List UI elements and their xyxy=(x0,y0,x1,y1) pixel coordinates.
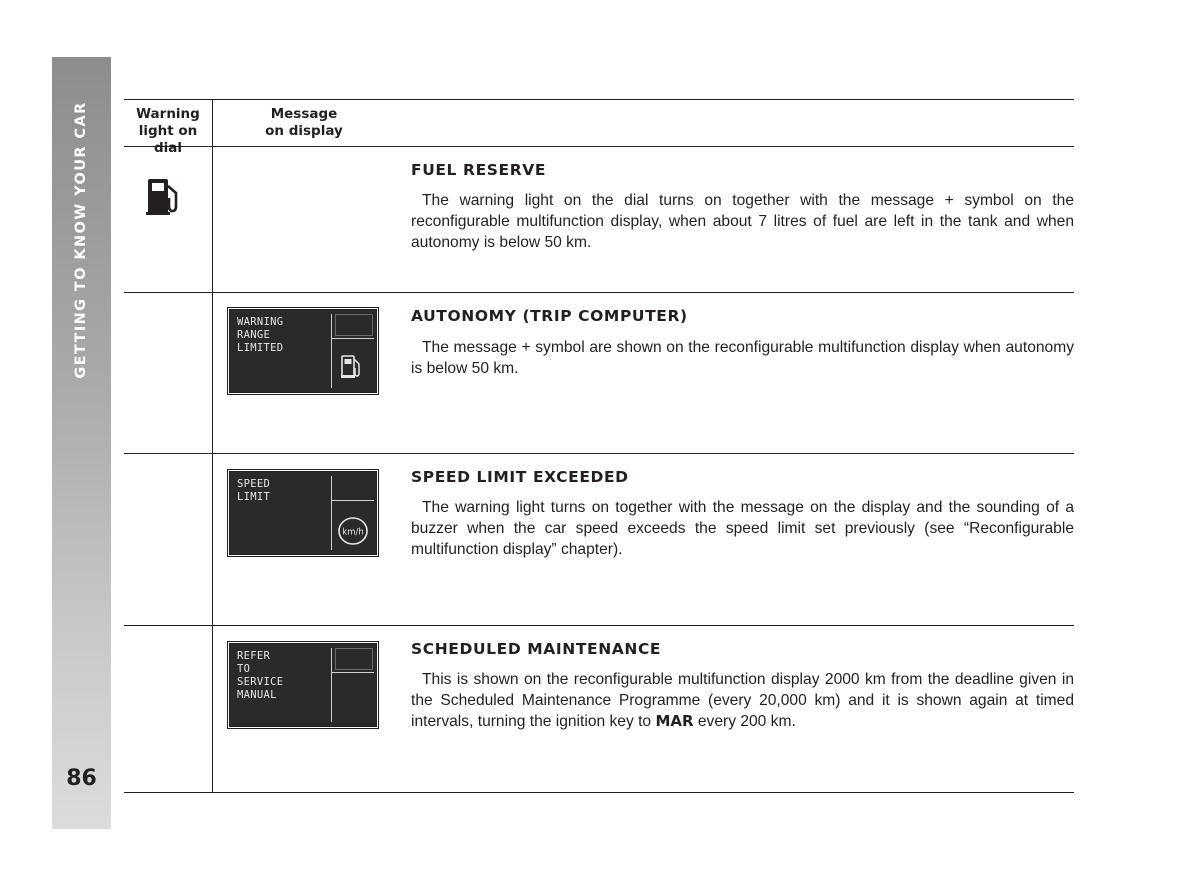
page-number: 86 xyxy=(66,766,97,791)
speed-unit-label: km/h xyxy=(342,527,364,538)
display-line: LIMITED xyxy=(237,342,284,354)
header-line: Warning xyxy=(136,106,200,122)
body-text: The message + symbol are shown on the reconfigurable multifunction display when autonomy is below 50 km. xyxy=(411,339,1074,377)
display-text xyxy=(237,316,283,355)
display-line: MANUAL xyxy=(237,689,277,701)
ignition-position: MAR xyxy=(655,712,694,730)
display-warning-range xyxy=(229,309,377,393)
display-line: SERVICE xyxy=(237,676,284,688)
display-service xyxy=(229,643,377,727)
row-divider xyxy=(124,292,1074,293)
display-divider xyxy=(331,672,374,673)
section-body-speed-limit xyxy=(411,497,1074,560)
row-divider xyxy=(124,625,1074,626)
table-top-rule xyxy=(124,99,1074,100)
header-message-display xyxy=(214,106,394,140)
section-title-maintenance: SCHEDULED MAINTENANCE xyxy=(411,640,662,658)
display-line: LIMIT xyxy=(237,491,271,503)
section-title-fuel-reserve: FUEL RESERVE xyxy=(411,161,547,179)
chapter-title: GETTING TO KNOW YOUR CAR xyxy=(73,101,89,379)
fuel-pump-icon xyxy=(146,178,182,216)
section-title-autonomy: AUTONOMY (TRIP COMPUTER) xyxy=(411,307,688,325)
display-divider xyxy=(331,476,332,550)
section-body-autonomy xyxy=(411,337,1074,379)
header-warning-light xyxy=(124,106,212,157)
fuel-pump-icon xyxy=(340,354,366,380)
display-text xyxy=(237,650,283,702)
body-text: The warning light on the dial turns on together with the message + symbol on the reconfigurable multifunction display, when about 7 litres of fuel are left in the tank and when autonomy is below 50 km. xyxy=(411,192,1074,251)
body-text: every 200 km. xyxy=(693,713,796,730)
header-line: Message xyxy=(270,106,338,122)
display-line: WARNING xyxy=(237,316,284,328)
display-field xyxy=(335,314,373,336)
row-divider xyxy=(124,453,1074,454)
section-body-maintenance xyxy=(411,669,1074,732)
body-text: The warning light turns on together with the message on the display and the sounding of a buzzer when the car speed exceeds the speed limit set previously (see “Reconfigurable multifunction display” chapter). xyxy=(411,499,1074,558)
display-line: REFER xyxy=(237,650,271,662)
section-body-fuel-reserve xyxy=(411,190,1074,253)
display-divider xyxy=(331,500,374,501)
display-divider xyxy=(331,338,374,339)
display-text xyxy=(237,478,270,504)
header-line: light on dial xyxy=(138,123,198,156)
table-header-rule xyxy=(124,146,1074,147)
display-speed-limit xyxy=(229,471,377,555)
display-line: RANGE xyxy=(237,329,271,341)
display-line: TO xyxy=(237,663,251,675)
header-line: on display xyxy=(265,123,343,139)
display-divider xyxy=(331,314,332,388)
display-field xyxy=(335,648,373,670)
table-bottom-rule xyxy=(124,792,1074,793)
body-text: This is shown on the reconfigurable multifunction display 2000 km from the deadline given in the Scheduled Maintenance Programme (every 20,000 km) and it is shown again at timed intervals, turning the ignition key to xyxy=(411,671,1074,730)
column-divider xyxy=(212,100,213,792)
section-title-speed-limit: SPEED LIMIT EXCEEDED xyxy=(411,468,629,486)
display-divider xyxy=(331,648,332,722)
speed-limit-icon xyxy=(336,516,370,546)
display-line: SPEED xyxy=(237,478,271,490)
